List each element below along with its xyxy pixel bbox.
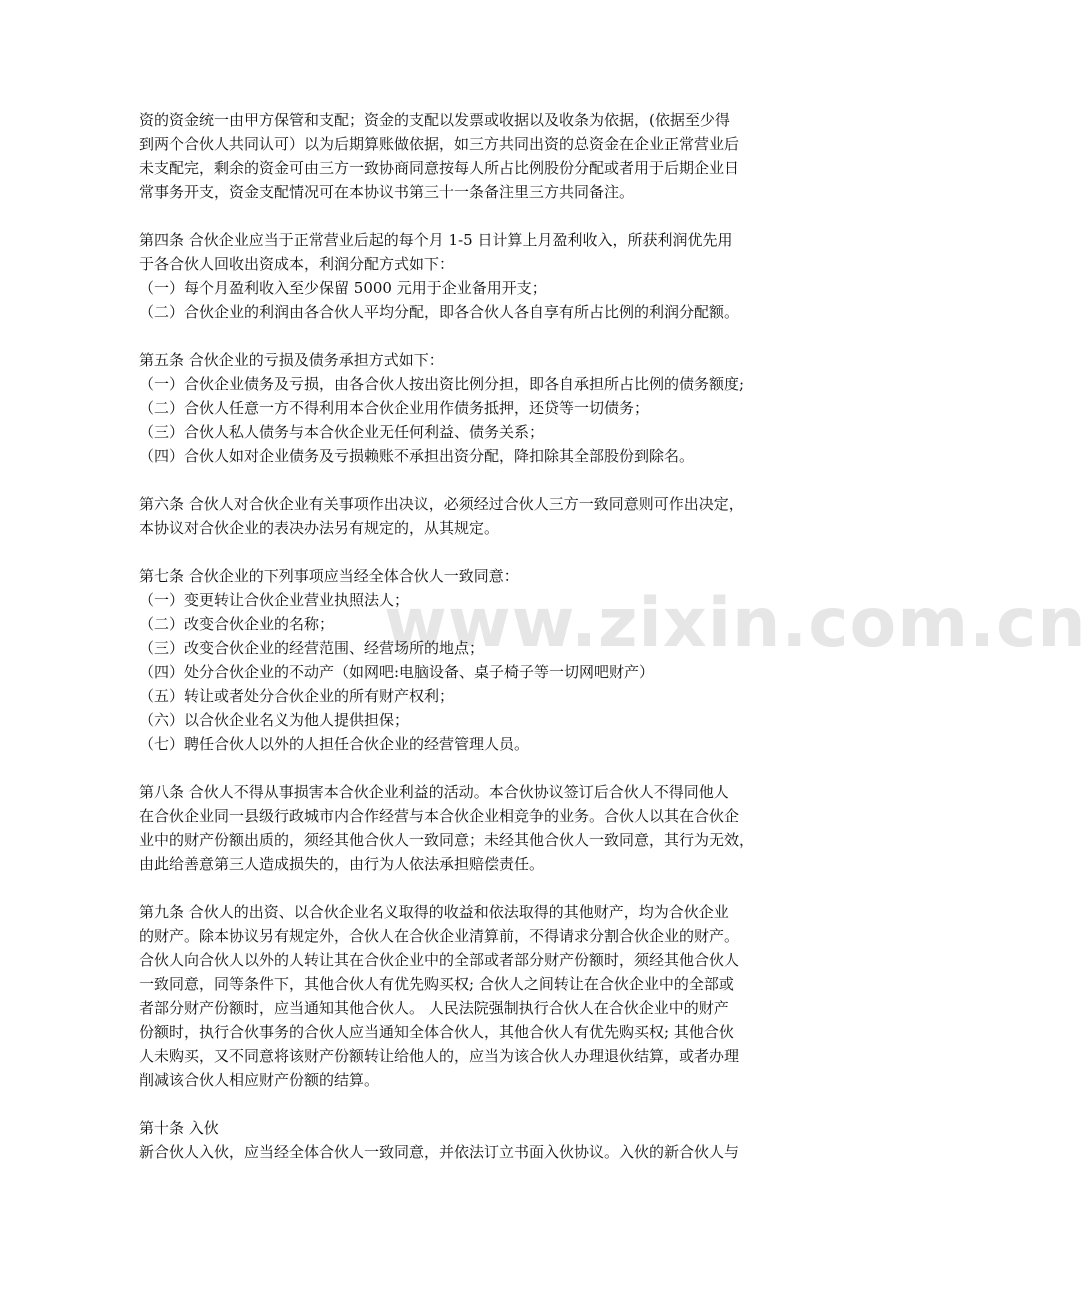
- article-heading-line: 第九条 合伙人的出资、以合伙企业名义取得的收益和依法取得的其他财产，均为合伙企业: [139, 903, 729, 921]
- text-line: 未支配完，剩余的资金可由三方一致协商同意按每人所占比例股份分配或者用于后期企业日: [139, 159, 740, 177]
- list-item: （一）合伙企业债务及亏损，由各合伙人按出资比例分担，即各自承担所占比例的债务额度;: [139, 375, 745, 393]
- article-8-competition: [139, 780, 789, 876]
- paragraph-capital-management: [139, 108, 789, 204]
- article-heading-line: 第七条 合伙企业的下列事项应当经全体合伙人一致同意：: [139, 567, 519, 585]
- article-7-unanimous-matters: [139, 564, 789, 756]
- text-line: 份额时，执行合伙事务的合伙人应当通知全体合伙人，其他合伙人有优先购买权; 其他合伙: [139, 1023, 734, 1041]
- article-heading-line: 第五条 合伙企业的亏损及债务承担方式如下：: [139, 351, 444, 369]
- text-line: 在合伙企业同一县级行政城市内合作经营与本合伙企业相竞争的业务。合伙人以其在合伙企: [139, 807, 740, 825]
- list-item: （四）合伙人如对企业债务及亏损赖账不承担出资分配，降扣除其全部股份到除名。: [139, 447, 695, 465]
- article-5-losses-debts: [139, 348, 789, 468]
- article-4-profit-distribution: [139, 228, 789, 324]
- article-heading-line: 第六条 合伙人对合伙企业有关事项作出决议，必须经过合伙人三方一致同意则可作出决定，: [139, 495, 744, 513]
- text-line: 于各合伙人回收出资成本，利润分配方式如下：: [139, 255, 455, 273]
- list-item: （二）合伙人任意一方不得利用本合伙企业用作债务抵押，还贷等一切债务；: [139, 399, 650, 417]
- text-line: 削减该合伙人相应财产份额的结算。: [139, 1071, 380, 1089]
- text-line: 由此给善意第三人造成损失的，由行为人依法承担赔偿责任。: [139, 855, 545, 873]
- article-9-partnership-property: [139, 900, 789, 1092]
- text-line: 新合伙人入伙，应当经全体合伙人一致同意，并依法订立书面入伙协议。入伙的新合伙人与: [139, 1143, 740, 1161]
- text-line: 本协议对合伙企业的表决办法另有规定的，从其规定。: [139, 519, 500, 537]
- list-item: （五）转让或者处分合伙企业的所有财产权利；: [139, 687, 455, 705]
- article-10-admission: [139, 1116, 789, 1164]
- text-line: 的财产。除本协议另有规定外，合伙人在合伙企业清算前，不得请求分割合伙企业的财产。: [139, 927, 740, 945]
- list-item: （七）聘任合伙人以外的人担任合伙企业的经营管理人员。: [139, 735, 530, 753]
- text-line: 到两个合伙人共同认可）以为后期算账做依据，如三方共同出资的总资金在企业正常营业后: [139, 135, 740, 153]
- text-line: 合伙人向合伙人以外的人转让其在合伙企业中的全部或者部分财产份额时，须经其他合伙人: [139, 951, 740, 969]
- text-line: 人未购买，又不同意将该财产份额转让给他人的，应当为该合伙人办理退伙结算，或者办理: [139, 1047, 740, 1065]
- article-heading-line: 第八条 合伙人不得从事损害本合伙企业利益的活动。本合伙协议签订后合伙人不得同他人: [139, 783, 729, 801]
- text-line: 一致同意，同等条件下，其他合伙人有优先购买权; 合伙人之间转让在合伙企业中的全部或: [139, 975, 734, 993]
- list-item: （二）改变合伙企业的名称；: [139, 615, 335, 633]
- list-item: （三）改变合伙企业的经营范围、经营场所的地点；: [139, 639, 485, 657]
- article-heading-line: 第十条 入伙: [139, 1119, 219, 1137]
- text-line: 业中的财产份额出质的，须经其他合伙人一致同意；未经其他合伙人一致同意，其行为无效，: [139, 831, 755, 849]
- article-6-resolutions: [139, 492, 789, 540]
- list-item: （二）合伙企业的利润由各合伙人平均分配，即各合伙人各自享有所占比例的利润分配额。: [139, 303, 740, 321]
- list-item: （六）以合伙企业名义为他人提供担保；: [139, 711, 410, 729]
- document-body: [139, 108, 789, 1164]
- list-item: （一）每个月盈利收入至少保留 5000 元用于企业备用开支；: [139, 279, 547, 297]
- watermark: www.zixin.com.cn: [384, 584, 1087, 663]
- list-item: （三）合伙人私人债务与本合伙企业无任何利益、债务关系；: [139, 423, 545, 441]
- list-item: （一）变更转让合伙企业营业执照法人；: [139, 591, 410, 609]
- list-item: （四）处分合伙企业的不动产（如网吧:电脑设备、桌子椅子等一切网吧财产）: [139, 663, 655, 681]
- text-line: 者部分财产份额时，应当通知其他合伙人。 人民法院强制执行合伙人在合伙企业中的财产: [139, 999, 729, 1017]
- text-line: 资的资金统一由甲方保管和支配；资金的支配以发票或收据以及收条为依据，(依据至少得: [139, 111, 730, 129]
- article-heading-line: 第四条 合伙企业应当于正常营业后起的每个月 1-5 日计算上月盈利收入，所获利润优先用: [139, 231, 733, 249]
- text-line: 常事务开支，资金支配情况可在本协议书第三十一条备注里三方共同备注。: [139, 183, 635, 201]
